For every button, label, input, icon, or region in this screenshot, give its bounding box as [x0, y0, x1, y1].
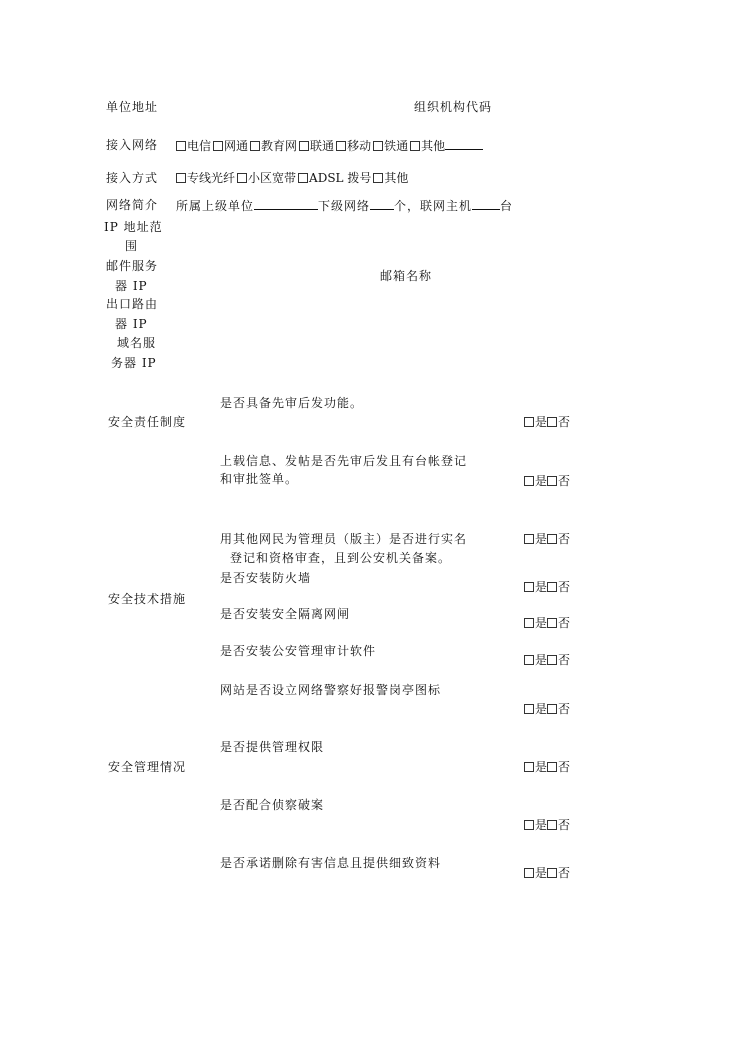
yes-checkbox[interactable]: [524, 417, 534, 427]
yes-no-q6: 是 否: [524, 653, 570, 667]
no-checkbox[interactable]: [547, 582, 557, 592]
option-broadband[interactable]: 小区宽带: [237, 171, 296, 185]
checkbox[interactable]: [176, 173, 186, 183]
yes-checkbox[interactable]: [524, 476, 534, 486]
checkbox[interactable]: [410, 141, 420, 151]
section-responsibility: 安全责任制度: [108, 415, 187, 429]
question-7: 网站是否设立网络警察好报警岗亭图标: [220, 683, 442, 697]
sub-network-count-blank[interactable]: [370, 198, 394, 210]
network-access-options: [176, 138, 485, 153]
option-unicom[interactable]: 联通: [299, 139, 334, 153]
yes-checkbox[interactable]: [524, 704, 534, 714]
option-edunet[interactable]: 教育网: [250, 139, 297, 153]
org-code-label: 组织机构代码: [414, 100, 493, 114]
no-checkbox[interactable]: [547, 476, 557, 486]
dns-server-label-line1: 域名服: [117, 336, 157, 350]
option-fiber[interactable]: 专线光纤: [176, 171, 235, 185]
no-checkbox[interactable]: [547, 762, 557, 772]
no-checkbox[interactable]: [547, 655, 557, 665]
option-adsl[interactable]: ADSL 拨号: [298, 171, 371, 185]
checkbox[interactable]: [250, 141, 260, 151]
network-intro-label: 网络简介: [106, 198, 159, 212]
checkbox[interactable]: [176, 141, 186, 151]
question-9: 是否配合侦察破案: [220, 798, 325, 812]
yes-no-q7: 是 否: [524, 702, 570, 716]
no-checkbox[interactable]: [547, 417, 557, 427]
yes-checkbox[interactable]: [524, 618, 534, 628]
section-technical: 安全技术措施: [108, 592, 187, 606]
network-access-label: 接入网络: [106, 138, 159, 152]
yes-no-q3: 是 否: [524, 532, 570, 546]
no-checkbox[interactable]: [547, 820, 557, 830]
yes-checkbox[interactable]: [524, 655, 534, 665]
host-count-blank[interactable]: [472, 198, 500, 210]
yes-no-q8: 是 否: [524, 760, 570, 774]
question-1: 是否具备先审后发功能。: [220, 396, 364, 410]
yes-checkbox[interactable]: [524, 762, 534, 772]
no-checkbox[interactable]: [547, 618, 557, 628]
question-5: 是否安装安全隔离网闸: [220, 607, 351, 621]
question-6: 是否安装公安管理审计软件: [220, 644, 377, 658]
yes-no-q1: 是 否: [524, 415, 570, 429]
other-blank[interactable]: [445, 138, 483, 150]
option-other[interactable]: 其他: [410, 138, 483, 153]
option-netcom[interactable]: 网通: [213, 139, 248, 153]
parent-unit-blank[interactable]: [254, 198, 318, 210]
no-checkbox[interactable]: [547, 868, 557, 878]
option-railcom[interactable]: 铁通: [373, 139, 408, 153]
option-mobile[interactable]: 移动: [336, 139, 371, 153]
ip-range-label-line1: IP 地址范: [104, 220, 163, 234]
option-telecom[interactable]: 电信: [176, 139, 211, 153]
checkbox[interactable]: [237, 173, 247, 183]
mail-server-label-line1: 邮件服务: [106, 259, 159, 273]
question-8: 是否提供管理权限: [220, 740, 325, 754]
checkbox[interactable]: [299, 141, 309, 151]
checkbox[interactable]: [298, 173, 308, 183]
access-method-options: [176, 171, 410, 185]
question-3-line1: 用其他网民为管理员（版主）是否进行实名: [220, 532, 468, 546]
checkbox[interactable]: [373, 173, 383, 183]
network-intro-line: 所属上级单位 下级网络 个，联网主机 台: [176, 199, 514, 213]
yes-no-q2: 是 否: [524, 474, 570, 488]
ip-range-label-line2: 围: [125, 239, 139, 253]
option-other-method[interactable]: 其他: [373, 171, 408, 185]
yes-checkbox[interactable]: [524, 582, 534, 592]
mail-server-label-line2: 器 IP: [115, 279, 148, 293]
question-2-line2: 和审批签单。: [220, 472, 299, 486]
question-2-line1: 上载信息、发帖是否先审后发且有台帐登记: [220, 454, 468, 468]
checkbox[interactable]: [336, 141, 346, 151]
yes-no-q4: 是 否: [524, 580, 570, 594]
exit-router-label-line2: 器 IP: [115, 317, 148, 331]
section-management: 安全管理情况: [108, 760, 187, 774]
exit-router-label-line1: 出口路由: [106, 297, 159, 311]
yes-checkbox[interactable]: [524, 534, 534, 544]
no-checkbox[interactable]: [547, 704, 557, 714]
dns-server-label-line2: 务器 IP: [111, 356, 157, 370]
unit-address-label: 单位地址: [106, 100, 159, 114]
question-4: 是否安装防火墙: [220, 571, 312, 585]
access-method-label: 接入方式: [106, 171, 159, 185]
yes-no-q9: 是 否: [524, 818, 570, 832]
question-10: 是否承诺删除有害信息且提供细致资料: [220, 856, 442, 870]
yes-checkbox[interactable]: [524, 868, 534, 878]
checkbox[interactable]: [373, 141, 383, 151]
yes-no-q10: 是 否: [524, 866, 570, 880]
no-checkbox[interactable]: [547, 534, 557, 544]
mailbox-name-label: 邮箱名称: [380, 269, 433, 283]
yes-checkbox[interactable]: [524, 820, 534, 830]
checkbox[interactable]: [213, 141, 223, 151]
yes-no-q5: 是 否: [524, 616, 570, 630]
question-3-line2: 登记和资格审查，且到公安机关备案。: [230, 551, 452, 565]
